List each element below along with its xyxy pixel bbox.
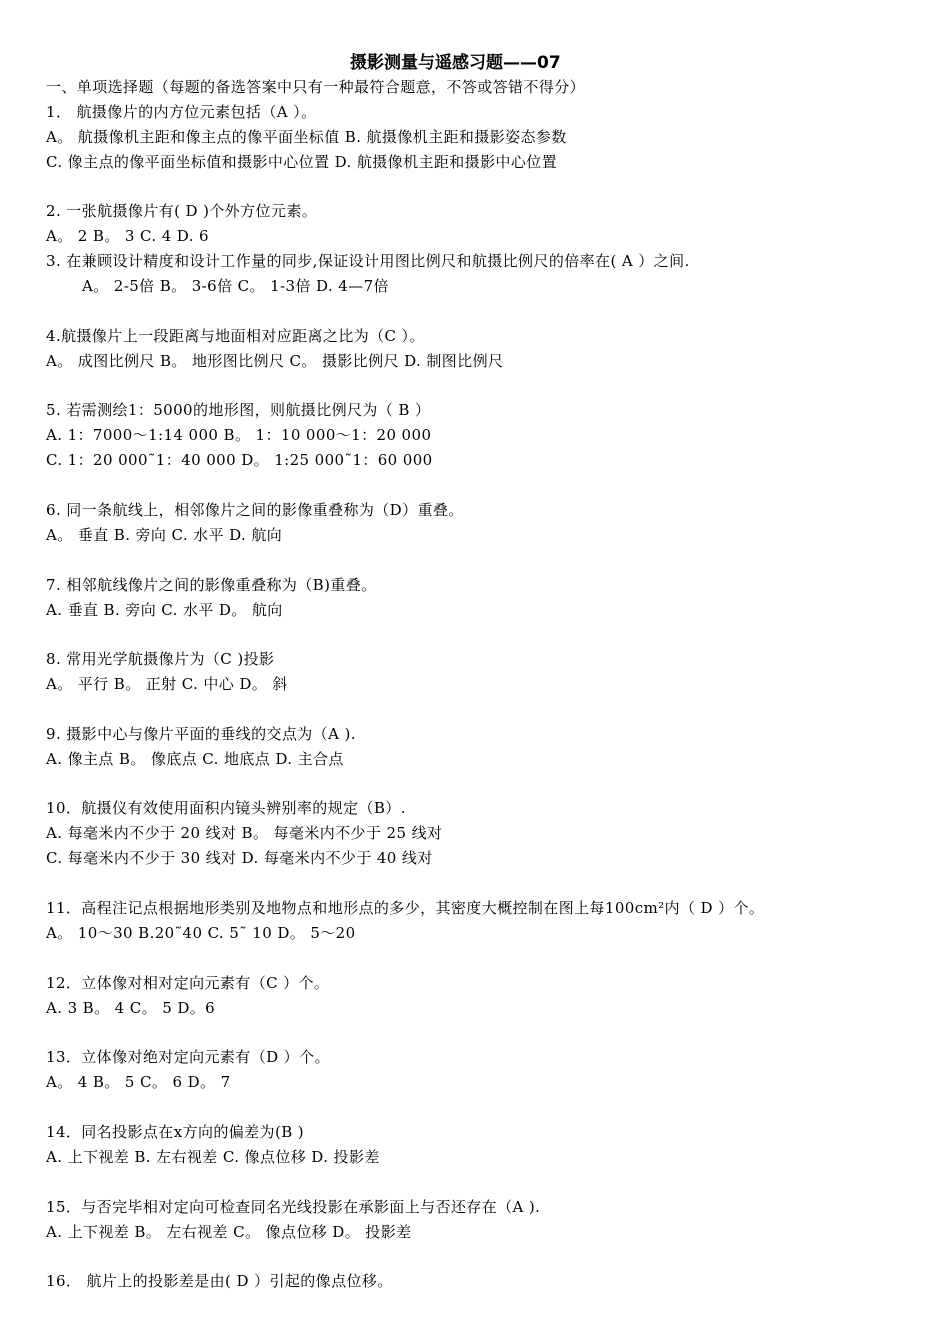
- question-13-options: A。 4 B。 5 C。 6 D。 7: [46, 1073, 231, 1091]
- question-9-options: A. 像主点 B。 像底点 C. 地底点 D. 主合点: [46, 750, 344, 768]
- document-title: 摄影测量与遥感习题——07: [350, 53, 561, 73]
- question-5: 5. 若需测绘1：5000的地形图，则航摄比例尺为（ B ）: [46, 401, 431, 419]
- section-heading: 一、单项选择题（每题的备选答案中只有一种最符合题意，不答或答错不得分）: [46, 78, 586, 96]
- question-3: 3. 在兼顾设计精度和设计工作量的同步,保证设计用图比例尺和航摄比例尺的倍率在( A ）之间.: [46, 252, 690, 270]
- question-16: 16． 航片上的投影差是由( D ）引起的像点位移。: [46, 1272, 393, 1290]
- question-1: 1． 航摄像片的内方位元素包括（A ）。: [46, 103, 317, 121]
- question-11-options: A。 10～30 B.20˜40 C. 5˜ 10 D。 5～20: [46, 924, 356, 942]
- question-10-options-c-d: C. 每毫米内不少于 30 线对 D. 每毫米内不少于 40 线对: [46, 849, 433, 867]
- question-6-options: A。 垂直 B. 旁向 C. 水平 D. 航向: [46, 526, 283, 544]
- question-5-options-a-b: A. 1：7000～1:14 000 B。 1：10 000～1：20 000: [46, 426, 432, 444]
- question-5-options-c-d: C. 1：20 000˜1：40 000 D。 1:25 000˜1：60 000: [46, 451, 433, 469]
- question-4: 4.航摄像片上一段距离与地面相对应距离之比为（C ）。: [46, 327, 425, 345]
- question-8-options: A。 平行 B。 正射 C. 中心 D。 斜: [46, 675, 288, 693]
- question-2-options: A。 2 B。 3 C. 4 D. 6: [46, 227, 209, 245]
- question-11: 11．高程注记点根据地形类别及地物点和地形点的多少，其密度大概控制在图上每100cm²内（ D ）个。: [46, 899, 765, 917]
- question-2: 2. 一张航摄像片有( D )个外方位元素。: [46, 202, 318, 220]
- question-14-options: A. 上下视差 B. 左右视差 C. 像点位移 D. 投影差: [46, 1148, 380, 1166]
- question-7: 7. 相邻航线像片之间的影像重叠称为（B)重叠。: [46, 576, 377, 594]
- question-15-options: A. 上下视差 B。 左右视差 C。 像点位移 D。 投影差: [46, 1223, 412, 1241]
- question-10-options-a-b: A. 每毫米内不少于 20 线对 B。 每毫米内不少于 25 线对: [46, 824, 443, 842]
- question-14: 14．同名投影点在x方向的偏差为(B ): [46, 1123, 305, 1141]
- question-15: 15．与否完毕相对定向可检查同名光线投影在承影面上与否还存在（A ).: [46, 1198, 541, 1216]
- question-6: 6. 同一条航线上，相邻像片之间的影像重叠称为（D）重叠。: [46, 501, 464, 519]
- question-13: 13．立体像对绝对定向元素有（D ）个。: [46, 1048, 330, 1066]
- question-4-options: A。 成图比例尺 B。 地形图比例尺 C。 摄影比例尺 D. 制图比例尺: [46, 352, 504, 370]
- question-1-options-a-b: A。 航摄像机主距和像主点的像平面坐标值 B. 航摄像机主距和摄影姿态参数: [46, 128, 567, 146]
- question-12-options: A. 3 B。 4 C。 5 D。6: [46, 999, 216, 1017]
- question-12: 12．立体像对相对定向元素有（C ）个。: [46, 974, 330, 992]
- question-1-options-c-d: C. 像主点的像平面坐标值和摄影中心位置 D. 航摄像机主距和摄影中心位置: [46, 153, 558, 171]
- question-3-options: A。 2-5倍 B。 3-6倍 C。 1-3倍 D. 4—7倍: [82, 277, 389, 295]
- question-7-options: A. 垂直 B. 旁向 C. 水平 D。 航向: [46, 601, 283, 619]
- question-9: 9. 摄影中心与像片平面的垂线的交点为（A ).: [46, 725, 356, 743]
- question-10: 10．航摄仪有效使用面积内镜头辨别率的规定（B）.: [46, 799, 406, 817]
- question-8: 8. 常用光学航摄像片为（C )投影: [46, 650, 275, 668]
